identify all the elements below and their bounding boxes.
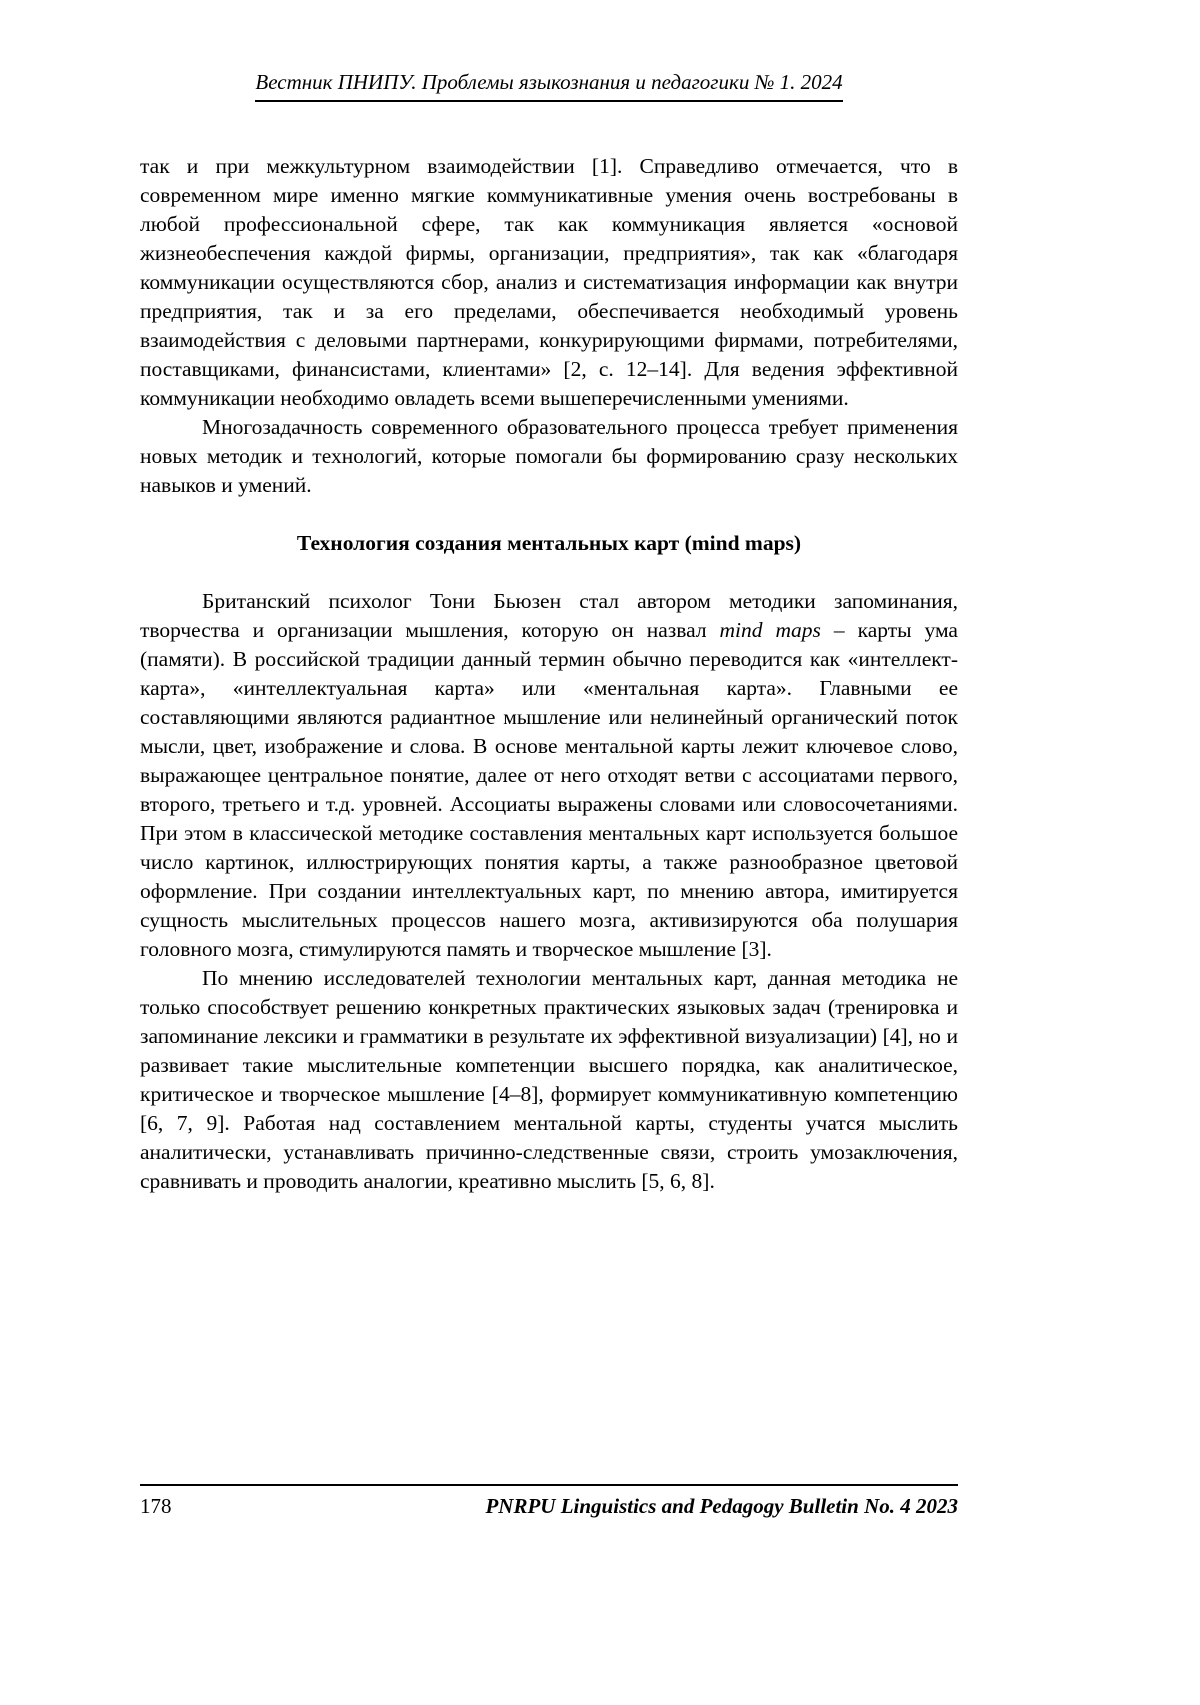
journal-header: [140, 70, 958, 102]
section-heading: [140, 529, 958, 558]
text-run: так и при межкультурном взаимодействии [1]. Справедливо отмечается, что в современном мире именно мягкие коммуникативные умения очень востребованы в любой профессиональной сфере, так как коммуникация является «основой жизнеобеспечения каждой фирмы, организации, предприятия», так как «благодаря коммуникации осуществляются сбор, анализ и систематизация информации как внутри предприятия, так и за его пределами, обеспечивается необходимый уровень взаимодействия с деловыми партнерами, конкурирующими фирмами, потребителями, поставщиками, финансистами, клиентами» [2, с. 12–14]. Для ведения эффективной коммуникации необходимо овладеть всеми вышеперечисленными умениями.: [140, 154, 958, 410]
journal-footer-text: PNRPU Linguistics and Pedagogy Bulletin No. 4 2023: [485, 1494, 958, 1518]
text-run: Многозадачность современного образовательного процесса требует применения новых методик и технологий, которые помогали бы формированию сразу нескольких навыков и умений.: [140, 415, 958, 497]
italic-term: mind maps: [719, 618, 821, 642]
text-run: Технология создания ментальных карт (mind maps): [296, 531, 802, 555]
text-run: Британский психолог Тони Бьюзен стал автором методики запоминания, творчества и организации мышления, которую он назвал: [140, 589, 958, 642]
text-run: – карты ума (памяти). В российской традиции данный термин обычно переводится как «интеллект-карта», «интеллектуальная карта» или «ментальная карта». Главными ее составляющими являются радиантное мышление или нелинейный органический поток мысли, цвет, изображение и слова. В основе ментальной карты лежит ключевое слово, выражающее центральное понятие, далее от него отходят ветви с ассоциатами первого, второго, третьего и т.д. уровней. Ассоциаты выражены словами или словосочетаниями. При этом в классической методике составления ментальных карт используется большое число картинок, иллюстрирующих понятия карты, а также разнообразное цветовой оформление. При создании интеллектуальных карт, по мнению автора, имитируется сущность мыслительных процессов нашего мозга, активизируются оба полушария головного мозга, стимулируются память и творческое мышление [3].: [140, 618, 958, 961]
article-body: [140, 152, 958, 1196]
paragraph: [140, 413, 958, 500]
paragraph: [140, 964, 958, 1196]
paragraph: [140, 152, 958, 413]
paragraph: [140, 587, 958, 964]
page-number: 178: [140, 1494, 172, 1518]
journal-header-text: Вестник ПНИПУ. Проблемы языкознания и педагогики № 1. 2024: [255, 70, 842, 102]
text-run: По мнению исследователей технологии ментальных карт, данная методика не только способствует решению конкретных практических языковых задач (тренировка и запоминание лексики и грамматики в результате их эффективной визуализации) [4], но и развивает такие мыслительные компетенции высшего порядка, как аналитическое, критическое и творческое мышление [4–8], формирует коммуникативную компетенцию [6, 7, 9]. Работая над составлением ментальной карты, студенты учатся мыслить аналитически, устанавливать причинно-следственные связи, строить умозаключения, сравнивать и проводить аналогии, креативно мыслить [5, 6, 8].: [140, 966, 958, 1193]
page-footer: [140, 1484, 958, 1519]
